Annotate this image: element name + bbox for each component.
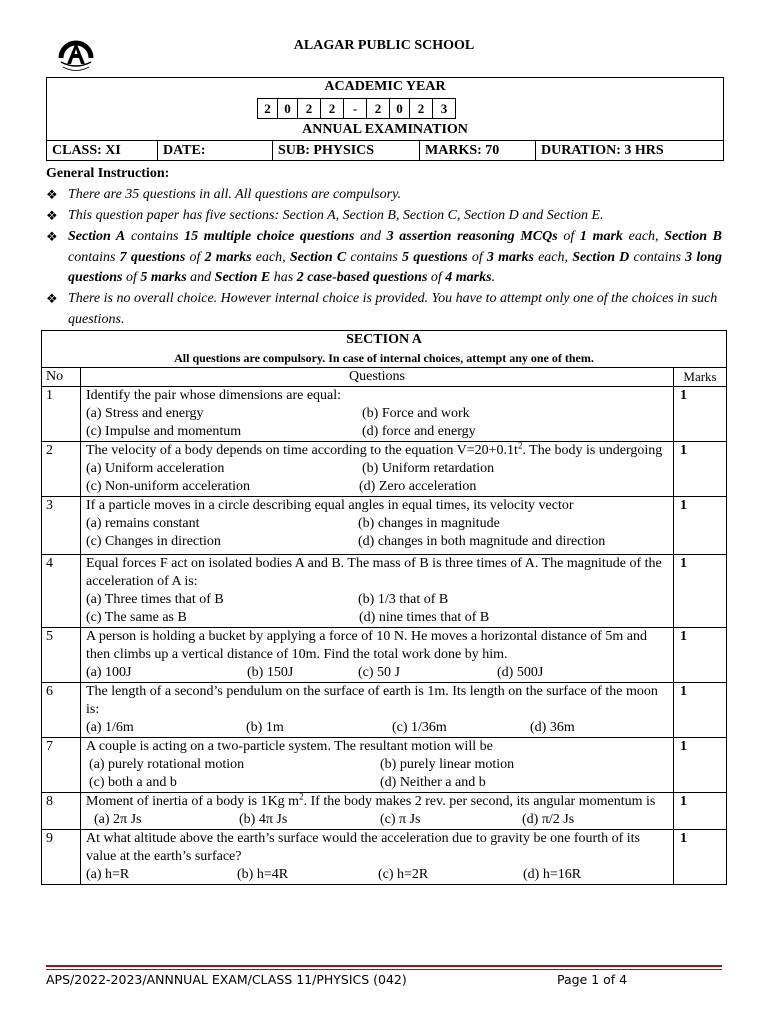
section-title: SECTION A	[346, 332, 422, 347]
diamond-bullet-icon: ❖	[46, 187, 58, 202]
answer-option: (b) 4π Js	[239, 812, 288, 827]
options-line	[86, 774, 669, 792]
options-line	[86, 405, 669, 423]
question-marks: 1	[674, 442, 727, 497]
question-number: 2	[42, 442, 81, 497]
diamond-bullet-icon: ❖	[46, 291, 58, 306]
answer-option: (a) 2π Js	[94, 812, 142, 827]
options-line	[86, 866, 669, 884]
answer-option: (d) changes in both magnitude and direction	[358, 534, 606, 549]
column-header-marks: Marks	[674, 368, 727, 387]
answer-option: (b) h=4R	[237, 867, 289, 882]
answer-option: (a) purely rotational motion	[89, 757, 245, 772]
section-a-table	[41, 330, 727, 885]
answer-option: (c) 1/36m	[392, 720, 447, 735]
answer-option: (c) both a and b	[89, 775, 177, 790]
answer-option: (b) 1/3 that of B	[358, 592, 449, 607]
answer-option: (b) purely linear motion	[380, 757, 515, 772]
year-digit: 3	[433, 99, 456, 119]
question-row	[42, 497, 727, 555]
academic-year-digits	[257, 98, 456, 119]
question-row	[42, 830, 727, 885]
answer-option: (b) Uniform retardation	[362, 461, 495, 476]
options-line	[86, 515, 669, 533]
footer-divider	[46, 965, 722, 967]
options-line	[86, 719, 669, 737]
question-cell	[81, 442, 674, 497]
answer-option: (a) Uniform acceleration	[86, 461, 225, 476]
question-cell	[81, 628, 674, 683]
subject-cell: SUB: PHYSICS	[273, 141, 420, 161]
question-cell	[81, 387, 674, 442]
year-digit: 2	[410, 99, 433, 119]
question-text: Moment of inertia of a body is 1Kg $m^2$. If the body makes 2 rev. per second, its angular momentum is	[86, 791, 656, 809]
answer-option: (c) π Js	[380, 812, 421, 827]
question-cell	[81, 793, 674, 830]
answer-option: (a) 100J	[86, 665, 132, 680]
answer-option: (b) 1m	[246, 720, 284, 735]
question-number: 7	[42, 738, 81, 793]
question-marks: 1	[674, 497, 727, 555]
question-row	[42, 738, 727, 793]
column-header-no: No	[42, 368, 81, 387]
question-row	[42, 793, 727, 830]
question-number: 9	[42, 830, 81, 885]
options-line	[86, 533, 669, 551]
question-text: If a particle moves in a circle describing equal angles in equal times, its velocity vector	[86, 498, 574, 513]
question-marks: 1	[674, 387, 727, 442]
section-header	[42, 331, 727, 368]
instruction-item: ❖ There is no overall choice. However internal choice is provided. You have to attempt only one of the choices in such questions.	[46, 291, 718, 327]
duration-cell: DURATION: 3 HRS	[541, 143, 664, 158]
options-line	[86, 423, 669, 441]
question-text: The length of a second’s pendulum on the surface of earth is 1m. Its length on the surface of the moon is:	[86, 684, 658, 717]
question-row	[42, 387, 727, 442]
answer-option: (a) Three times that of B	[86, 592, 224, 607]
question-marks: 1	[674, 738, 727, 793]
question-text: Identify the pair whose dimensions are equal:	[86, 388, 342, 403]
instruction-item: ❖ There are 35 questions in all. All questions are compulsory.	[46, 185, 722, 206]
answer-option: (d) 500J	[497, 665, 544, 680]
year-digit: 0	[278, 99, 298, 119]
instruction-item: ❖ This question paper has five sections: Section A, Section B, Section C, Section D and Section E.	[46, 206, 722, 227]
answer-option: (b) Force and work	[362, 406, 470, 421]
options-line	[86, 664, 669, 682]
instruction-item	[46, 227, 722, 289]
options-line	[86, 609, 669, 627]
question-number: 6	[42, 683, 81, 738]
question-text: A person is holding a bucket by applying a force of 10 N. He moves a horizontal distance of 5m and then climbs up a vertical distance of 10m. Find the total work done by him.	[86, 629, 648, 662]
options-line	[86, 591, 669, 609]
answer-option: (c) Changes in direction	[86, 534, 221, 549]
section-note: All questions are compulsory. In case of internal choices, attempt any one of them.	[174, 351, 594, 365]
question-cell	[81, 683, 674, 738]
question-cell	[81, 497, 674, 555]
answer-option: (c) The same as B	[86, 610, 187, 625]
answer-option: (d) Zero acceleration	[359, 479, 477, 494]
year-digit: 2	[258, 99, 278, 119]
question-row	[42, 683, 727, 738]
question-number: 8	[42, 793, 81, 830]
answer-option: (c) h=2R	[378, 867, 429, 882]
marks-cell: MARKS: 70	[420, 141, 536, 161]
question-text: The velocity of a body depends on time according to the equation $V=20+0.1t^2$. The body is undergoing	[86, 440, 663, 458]
diamond-bullet-icon: ❖	[46, 208, 58, 223]
answer-option: (a) remains constant	[86, 516, 200, 531]
question-cell	[81, 555, 674, 628]
answer-option: (d) nine times that of B	[359, 610, 490, 625]
year-digit: 0	[390, 99, 410, 119]
question-number: 4	[42, 555, 81, 628]
options-line	[86, 811, 669, 829]
year-digit: 2	[298, 99, 321, 119]
options-line	[86, 478, 669, 496]
answer-option: (d) 36m	[530, 720, 575, 735]
answer-option: (b) changes in magnitude	[358, 516, 500, 531]
instructions-heading: General Instruction:	[46, 166, 170, 181]
question-row	[42, 442, 727, 497]
answer-option: (d) π/2 Js	[522, 812, 575, 827]
instruction-marks-distribution: Section A contains 15 multiple choice questions and 3 assertion reasoning MCQs of 1 mark each, Section B contains 7 questions of 2 marks each, Section C contains 5 questions of 3 marks each, Section D contains 3 long questions of 5 marks and Section E has 2 case-based questions of 4 marks.	[68, 229, 722, 285]
exam-header-box	[46, 77, 724, 161]
answer-option: (a) Stress and energy	[86, 406, 204, 421]
question-marks: 1	[674, 683, 727, 738]
class-cell: CLASS: XI	[47, 141, 158, 161]
options-line	[86, 460, 669, 478]
answer-option: (d) Neither a and b	[380, 775, 486, 790]
question-marks: 1	[674, 628, 727, 683]
footer-reference: APS/2022-2023/ANNNUAL EXAM/CLASS 11/PHYSICS (042)	[46, 972, 407, 987]
answer-option: (d) h=16R	[523, 867, 582, 882]
question-number: 3	[42, 497, 81, 555]
year-separator: -	[344, 99, 367, 119]
question-number: 5	[42, 628, 81, 683]
academic-year-label: ACADEMIC YEAR	[324, 79, 446, 94]
question-marks: 1	[674, 830, 727, 885]
answer-option: (a) h=R	[86, 867, 130, 882]
answer-option: (d) force and energy	[362, 424, 476, 439]
answer-option: (a) 1/6m	[86, 720, 134, 735]
answer-option: (c) 50 J	[358, 665, 400, 680]
exam-info-row	[47, 140, 723, 161]
question-row	[42, 555, 727, 628]
page-number: Page 1 of 4	[557, 972, 628, 987]
answer-option: (b) 150J	[247, 665, 294, 680]
school-name: ALAGAR PUBLIC SCHOOL	[293, 38, 475, 53]
question-marks: 1	[674, 555, 727, 628]
answer-option: (c) Impulse and momentum	[86, 424, 242, 439]
diamond-bullet-icon: ❖	[46, 229, 58, 244]
question-text: Equal forces F act on isolated bodies A and B. The mass of B is three times of A. The magnitude of the acceleration of A is:	[86, 556, 662, 589]
question-text: A couple is acting on a two-particle system. The resultant motion will be	[86, 739, 493, 754]
year-digit: 2	[321, 99, 344, 119]
question-text: At what altitude above the earth’s surface would the acceleration due to gravity be one fourth of its value at the earth’s surface?	[86, 831, 640, 864]
date-cell: DATE:	[158, 141, 273, 161]
column-header-questions: Questions	[81, 368, 674, 387]
question-cell	[81, 830, 674, 885]
year-digit: 2	[367, 99, 390, 119]
options-line	[86, 756, 669, 774]
footer-divider	[46, 969, 722, 970]
question-marks: 1	[674, 793, 727, 830]
exam-name: ANNUAL EXAMINATION	[302, 122, 468, 137]
question-row	[42, 628, 727, 683]
question-cell	[81, 738, 674, 793]
answer-option: (c) Non-uniform acceleration	[86, 479, 251, 494]
question-number: 1	[42, 387, 81, 442]
